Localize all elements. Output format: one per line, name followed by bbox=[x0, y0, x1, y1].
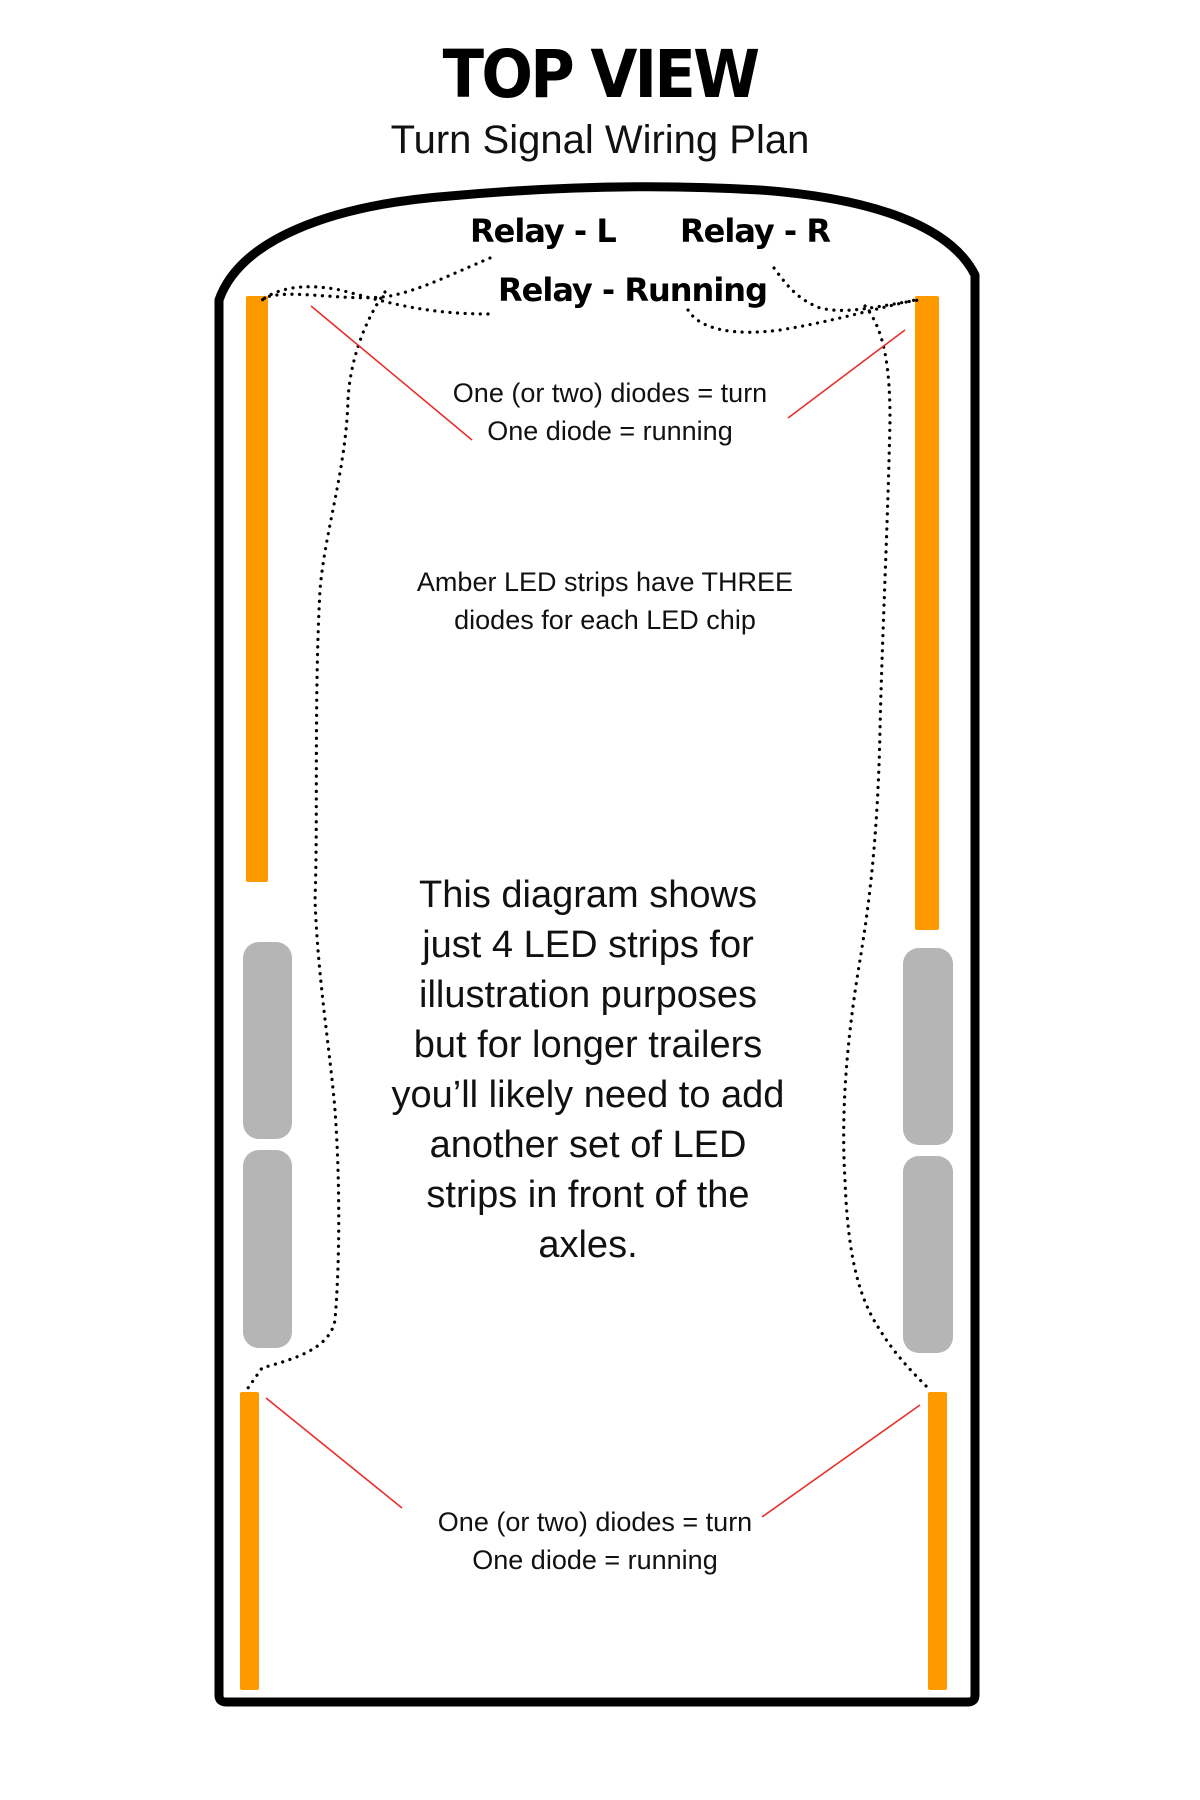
wire-relay-l-to-left-strip bbox=[262, 258, 490, 300]
pointer-top-right bbox=[788, 330, 905, 418]
relay-right-label: Relay - R bbox=[680, 212, 830, 250]
led-strip-front-right bbox=[915, 296, 939, 930]
bottom-note-line-1: One (or two) diodes = turn bbox=[437, 1507, 753, 1537]
pointer-bottom-left bbox=[266, 1398, 402, 1508]
relay-left-label: Relay - L bbox=[470, 212, 616, 250]
tire-left-front bbox=[243, 942, 292, 1139]
tire-right-front bbox=[903, 948, 953, 1145]
led-strip-rear-right bbox=[928, 1392, 947, 1690]
top-note-line-2: One diode = running bbox=[487, 416, 733, 446]
relay-running-label: Relay - Running bbox=[498, 271, 767, 309]
top-note-line-1: One (or two) diodes = turn bbox=[452, 378, 768, 408]
tire-right-rear bbox=[903, 1156, 953, 1353]
led-strip-front-left bbox=[246, 296, 268, 882]
led-strip-rear-left bbox=[240, 1392, 259, 1690]
tire-left-rear bbox=[243, 1150, 292, 1348]
amber-note-line-1: Amber LED strips have THREE bbox=[416, 567, 794, 597]
illustration-note: This diagram shows just 4 LED strips for illustration purposes but for longer trailers you’ll likely need to add another set of LED strips in front of the axles. bbox=[391, 874, 785, 1266]
wire-running-to-left-strip bbox=[262, 287, 488, 314]
page-subtitle: Turn Signal Wiring Plan bbox=[390, 118, 810, 162]
pointer-bottom-right bbox=[762, 1405, 920, 1517]
page-title: TOP VIEW bbox=[442, 36, 758, 113]
bottom-diodes-note bbox=[405, 1503, 785, 1579]
bottom-note-line-2: One diode = running bbox=[472, 1545, 718, 1575]
top-diodes-note bbox=[420, 374, 800, 450]
amber-note-line-2: diodes for each LED chip bbox=[454, 605, 756, 635]
amber-strip-note bbox=[380, 563, 830, 639]
